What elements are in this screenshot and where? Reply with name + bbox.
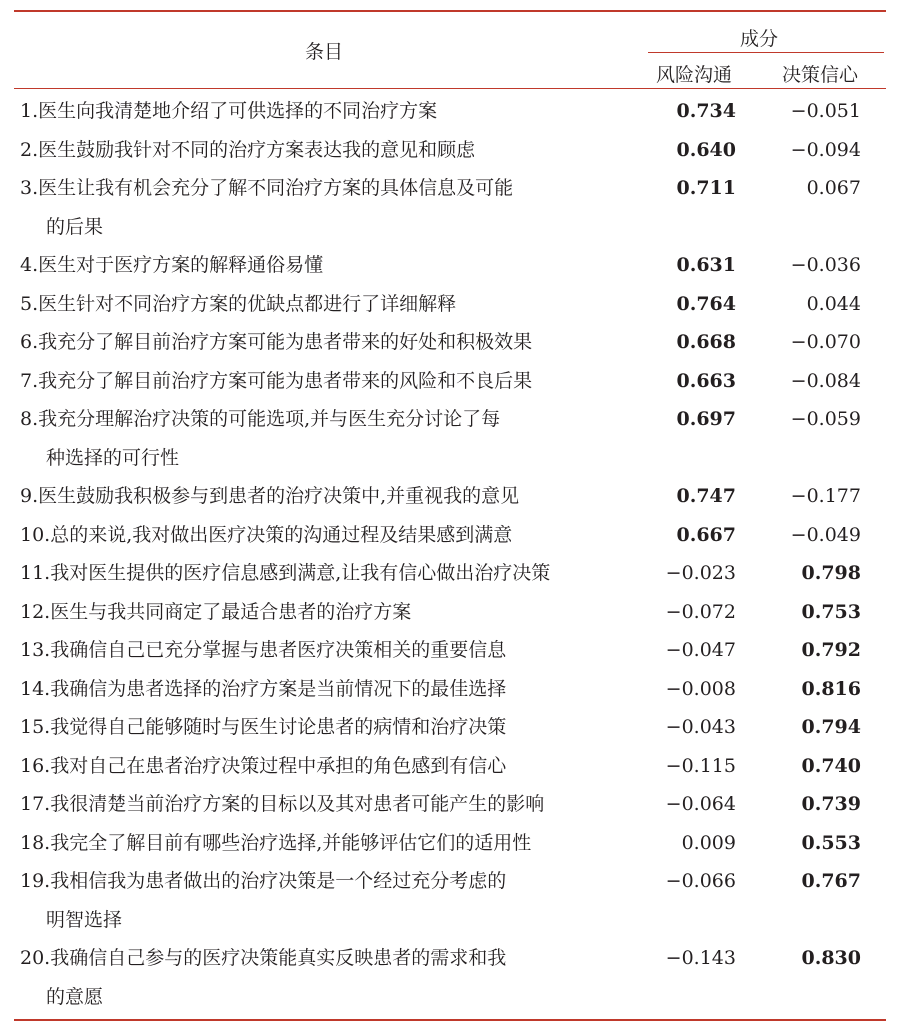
- item-text-line: 16.我对自己在患者治疗决策过程中承担的角色感到有信心: [20, 754, 507, 777]
- item-text: [20, 593, 638, 632]
- loading-risk-communication: 0.764: [676, 292, 736, 315]
- loading-risk-communication: 0.668: [676, 331, 736, 353]
- item-text-line: 14.我确信为患者选择的治疗方案是当前情况下的最佳选择: [20, 677, 507, 700]
- loading-risk-communication: 0.697: [676, 408, 736, 430]
- item-text-line: 17.我很清楚当前治疗方案的目标以及其对患者可能产生的影响: [20, 793, 545, 815]
- item-text: [20, 862, 638, 939]
- loading-decision-confidence: 0.553: [801, 831, 861, 854]
- loading-risk-communication: −0.023: [665, 562, 736, 584]
- loading-decision-confidence: −0.094: [790, 138, 861, 161]
- item-text-line: 13.我确信自己已充分掌握与患者医疗决策相关的重要信息: [20, 639, 507, 661]
- table-bottom-rule: [14, 1019, 886, 1021]
- loading-risk-communication: −0.008: [665, 677, 736, 700]
- item-text: [20, 939, 638, 1016]
- item-text-continuation: 种选择的可行性: [46, 446, 180, 469]
- loading-risk-communication: −0.066: [665, 870, 736, 892]
- loading-decision-confidence: 0.740: [801, 754, 861, 777]
- item-text: [20, 477, 638, 516]
- item-text-line: 11.我对医生提供的医疗信息感到满意,让我有信心做出治疗决策: [20, 562, 551, 584]
- item-text: [20, 670, 638, 709]
- loading-decision-confidence: −0.177: [790, 485, 861, 507]
- item-text-line: 7.我充分了解目前治疗方案可能为患者带来的风险和不良后果: [20, 369, 533, 392]
- loading-decision-confidence: 0.792: [801, 639, 861, 661]
- loading-risk-communication: 0.663: [676, 369, 736, 392]
- item-text-line: 9.医生鼓励我积极参与到患者的治疗决策中,并重视我的意见: [20, 485, 520, 507]
- loading-risk-communication: 0.667: [676, 523, 736, 546]
- loading-decision-confidence: 0.767: [801, 870, 861, 892]
- loading-decision-confidence: 0.067: [806, 177, 861, 199]
- item-text-continuation: 的后果: [46, 215, 104, 238]
- item-text-line: 19.我相信我为患者做出的治疗决策是一个经过充分考虑的: [20, 870, 507, 892]
- item-text-line: 18.我完全了解目前有哪些治疗选择,并能够评估它们的适用性: [20, 831, 532, 854]
- loading-risk-communication: −0.072: [665, 600, 736, 623]
- loading-risk-communication: 0.747: [676, 485, 736, 507]
- loading-risk-communication: 0.640: [676, 138, 736, 161]
- loading-risk-communication: −0.043: [665, 716, 736, 738]
- item-text: [20, 824, 638, 863]
- loading-decision-confidence: −0.070: [790, 331, 861, 353]
- table-top-rule: [14, 10, 886, 12]
- loading-risk-communication: 0.009: [681, 831, 736, 854]
- item-text-line: 1.医生向我清楚地介绍了可供选择的不同治疗方案: [20, 100, 438, 122]
- item-text: [20, 400, 638, 477]
- item-text-line: 2.医生鼓励我针对不同的治疗方案表达我的意见和顾虑: [20, 138, 476, 161]
- loading-decision-confidence: −0.059: [790, 408, 861, 430]
- loading-decision-confidence: 0.794: [801, 716, 861, 738]
- item-text-continuation: 的意愿: [46, 985, 104, 1008]
- item-text: [20, 131, 638, 170]
- item-text-line: 4.医生对于医疗方案的解释通俗易懂: [20, 254, 324, 276]
- item-text-line: 15.我觉得自己能够随时与医生讨论患者的病情和治疗决策: [20, 716, 507, 738]
- item-text-continuation: 明智选择: [46, 908, 123, 931]
- component-sub-rule: [648, 52, 884, 53]
- loading-decision-confidence: 0.830: [801, 947, 861, 969]
- loading-decision-confidence: 0.798: [801, 562, 861, 584]
- column-header-item: 条目: [305, 41, 344, 63]
- loading-decision-confidence: −0.051: [790, 100, 861, 122]
- item-text: [20, 785, 638, 824]
- item-text-line: 8.我充分理解治疗决策的可能选项,并与医生充分讨论了每: [20, 408, 501, 430]
- loading-decision-confidence: 0.753: [801, 600, 861, 623]
- item-text-line: 3.医生让我有机会充分了解不同治疗方案的具体信息及可能: [20, 177, 514, 199]
- item-text-line: 10.总的来说,我对做出医疗决策的沟通过程及结果感到满意: [20, 523, 513, 546]
- item-text-line: 12.医生与我共同商定了最适合患者的治疗方案: [20, 600, 412, 623]
- loading-decision-confidence: 0.739: [801, 793, 861, 815]
- loading-decision-confidence: −0.084: [790, 369, 861, 392]
- item-text-line: 5.医生针对不同治疗方案的优缺点都进行了详细解释: [20, 292, 457, 315]
- column-header-component: 成分: [740, 28, 779, 50]
- item-text: [20, 362, 638, 401]
- loading-risk-communication: 0.631: [676, 254, 736, 276]
- item-text-line: 6.我充分了解目前治疗方案可能为患者带来的好处和积极效果: [20, 331, 533, 353]
- item-text: [20, 92, 638, 131]
- item-text: [20, 323, 638, 362]
- loading-risk-communication: −0.115: [665, 754, 736, 777]
- loading-risk-communication: 0.734: [676, 100, 736, 122]
- column-header-risk-communication: 风险沟通: [656, 64, 733, 86]
- item-text: [20, 708, 638, 747]
- item-text: [20, 747, 638, 786]
- loading-decision-confidence: 0.816: [801, 677, 861, 700]
- item-text: [20, 169, 638, 246]
- loading-risk-communication: −0.064: [665, 793, 736, 815]
- loading-risk-communication: 0.711: [676, 177, 736, 199]
- loading-decision-confidence: −0.036: [790, 254, 861, 276]
- item-text: [20, 246, 638, 285]
- loading-decision-confidence: 0.044: [806, 292, 861, 315]
- item-text-line: 20.我确信自己参与的医疗决策能真实反映患者的需求和我: [20, 947, 507, 969]
- item-text: [20, 516, 638, 555]
- item-text: [20, 631, 638, 670]
- item-text: [20, 554, 638, 593]
- item-text: [20, 285, 638, 324]
- header-bottom-rule: [14, 88, 886, 89]
- loading-risk-communication: −0.143: [665, 947, 736, 969]
- column-header-decision-confidence: 决策信心: [782, 64, 859, 86]
- loading-decision-confidence: −0.049: [790, 523, 861, 546]
- loading-risk-communication: −0.047: [665, 639, 736, 661]
